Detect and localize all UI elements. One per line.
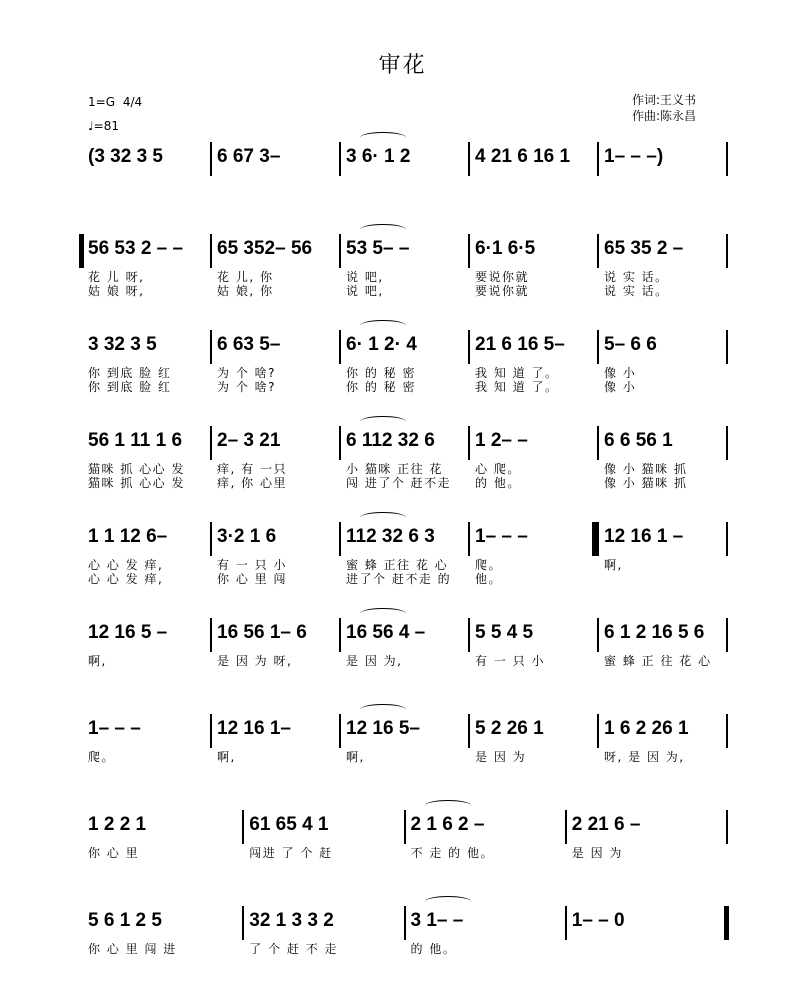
lyrics-row <box>82 474 727 491</box>
measure-notes: 16 56 4 – <box>346 622 426 643</box>
lyrics-measure: 心 心 发 痒, <box>88 558 164 572</box>
lyrics-measure: 心 爬。 <box>475 462 521 476</box>
measure-notes: 5 5 4 5 <box>475 622 534 643</box>
lyrics-measure: 闯 进了个 赶不走 <box>346 476 452 490</box>
notation-system <box>82 910 727 980</box>
lyrics-measure: 像 小 猫咪 抓 <box>604 476 688 490</box>
lyricist-credit: 作词:王义书 <box>632 93 697 107</box>
lyrics-measure: 像 小 <box>604 366 637 380</box>
bar-line <box>210 714 212 748</box>
lyrics-measure: 痒, 有 一只 <box>217 462 287 476</box>
lyrics-measure: 说 实 话。 <box>604 284 669 298</box>
bar-line <box>242 810 244 844</box>
measure-notes: 3 6· 1 2 <box>346 146 411 167</box>
bar-line <box>565 906 567 940</box>
measure-notes: 3·2 1 6 <box>217 526 277 547</box>
lyrics-measure: 有 一 只 小 <box>217 558 287 572</box>
measure-notes: 12 16 1– <box>217 718 291 739</box>
lyrics-measure: 爬。 <box>475 558 503 572</box>
notation-system <box>82 334 727 404</box>
measure-notes: 5 6 1 2 5 <box>88 910 162 931</box>
notes-row <box>82 146 727 172</box>
measure-notes: 6· 1 2· 4 <box>346 334 417 355</box>
measure-notes: 5 2 26 1 <box>475 718 544 739</box>
bar-line <box>339 618 341 652</box>
bar-line <box>339 714 341 748</box>
lyrics-measure: 要说你就 <box>475 284 530 298</box>
key-signature <box>88 94 142 110</box>
measure-notes: 12 16 5– <box>346 718 420 739</box>
bar-line <box>339 142 341 176</box>
bar-line <box>726 142 728 176</box>
lyrics-measure: 是 因 为 <box>571 846 623 860</box>
slur-mark <box>425 800 471 811</box>
measure-notes: 12 16 5 – <box>88 622 168 643</box>
bar-line <box>726 714 728 748</box>
measure-notes: 12 16 1 – <box>604 526 684 547</box>
bar-line <box>468 234 470 268</box>
measure-notes: 16 56 1– 6 <box>217 622 307 643</box>
bar-line <box>597 330 599 364</box>
bar-line <box>468 426 470 460</box>
lyrics-measure <box>566 940 727 957</box>
measure-notes: 6 112 32 6 <box>346 430 435 451</box>
lyrics-measure: 你 到底 脸 红 <box>88 380 172 394</box>
lyrics-measure: 有 一 只 小 <box>475 654 545 668</box>
slur-mark <box>360 224 406 235</box>
lyrics-measure: 你 心 里 闯 <box>217 572 287 586</box>
lyrics-row <box>82 652 727 669</box>
measure-notes: 1– – – <box>88 718 141 739</box>
bar-line <box>597 522 599 556</box>
bar-line <box>210 330 212 364</box>
final-bar <box>724 906 729 940</box>
notation-system <box>82 718 727 788</box>
notation-system <box>82 622 727 692</box>
lyrics-row <box>82 844 727 861</box>
lyrics-measure: 说 实 话。 <box>604 270 669 284</box>
lyrics-measure: 小 猫咪 正往 花 <box>346 462 443 476</box>
bar-line <box>339 522 341 556</box>
lyrics-measure: 姑 娘, 你 <box>217 284 274 298</box>
measure-notes: 61 65 4 1 <box>249 814 329 835</box>
key-label: 1=G <box>88 95 115 109</box>
notes-row <box>82 526 727 552</box>
lyrics-measure: 呀, 是 因 为, <box>604 750 685 764</box>
lyrics-measure: 你 的 秘 密 <box>346 380 416 394</box>
measure-notes: 6 63 5– <box>217 334 281 355</box>
notation-system <box>82 526 727 596</box>
bar-line <box>339 234 341 268</box>
notation-system <box>82 430 727 500</box>
slur-mark <box>360 416 406 427</box>
bar-line <box>210 142 212 176</box>
lyrics-measure: 你 的 秘 密 <box>346 366 416 380</box>
notes-row <box>82 334 727 360</box>
bar-line <box>597 142 599 176</box>
measure-notes: 6 1 2 16 5 6 <box>604 622 705 643</box>
bar-line <box>468 522 470 556</box>
bar-line <box>404 906 406 940</box>
measure-notes: 6 67 3– <box>217 146 281 167</box>
bar-line <box>597 234 599 268</box>
bar-line <box>726 330 728 364</box>
bar-line <box>339 426 341 460</box>
bar-line <box>726 810 728 844</box>
bar-line <box>597 426 599 460</box>
bar-line <box>726 426 728 460</box>
lyrics-measure: 我 知 道 了。 <box>475 380 559 394</box>
measure-notes: 1 2– – <box>475 430 528 451</box>
measure-notes: 112 32 6 3 <box>346 526 435 547</box>
lyrics-measure: 闯进 了 个 赶 <box>249 846 333 860</box>
lyrics-measure: 是 因 为 <box>475 750 527 764</box>
measure-notes: 2– 3 21 <box>217 430 281 451</box>
lyrics-measure: 要说你就 <box>475 270 530 284</box>
lyrics-measure: 是 因 为, <box>346 654 403 668</box>
slur-mark <box>360 512 406 523</box>
lyrics-measure: 说 吧, <box>346 284 384 298</box>
lyrics-row <box>82 570 727 587</box>
bar-line <box>210 426 212 460</box>
lyrics-measure: 啊, <box>604 558 623 572</box>
lyrics-measure: 不 走 的 他。 <box>410 846 494 860</box>
lyrics-measure: 为 个 啥? <box>217 380 276 394</box>
measure-notes: 65 352– 56 <box>217 238 313 259</box>
measure-notes: 1– – – <box>475 526 528 547</box>
measure-notes: 65 35 2 – <box>604 238 684 259</box>
measure-notes: 53 5– – <box>346 238 410 259</box>
bar-line <box>339 330 341 364</box>
bar-line <box>210 522 212 556</box>
repeat-end-bar <box>592 522 597 556</box>
measure-notes: (3 32 3 5 <box>88 146 163 167</box>
lyrics-measure: 你 心 里 闯 进 <box>88 942 177 956</box>
lyrics-measure: 猫咪 抓 心心 发 <box>88 462 185 476</box>
notes-row <box>82 718 727 744</box>
lyrics-row <box>82 282 727 299</box>
lyrics-measure: 我 知 道 了。 <box>475 366 559 380</box>
composer-credit: 作曲:陈永昌 <box>632 109 697 123</box>
measure-notes: 6 6 56 1 <box>604 430 673 451</box>
measure-notes: 21 6 16 5– <box>475 334 565 355</box>
lyrics-measure: 花 儿 呀, <box>88 270 145 284</box>
bar-line <box>726 618 728 652</box>
lyrics-measure: 猫咪 抓 心心 发 <box>88 476 185 490</box>
lyrics-measure: 心 心 发 痒, <box>88 572 164 586</box>
notation-system <box>82 146 727 216</box>
measure-notes: 56 53 2 – – <box>88 238 184 259</box>
bar-line <box>210 618 212 652</box>
time-signature: 4/4 <box>122 95 143 109</box>
bar-line <box>565 810 567 844</box>
notes-row <box>82 238 727 264</box>
measure-notes: 1 2 2 1 <box>88 814 147 835</box>
slur-mark <box>360 132 406 143</box>
lyrics-measure: 的 他。 <box>410 942 457 956</box>
measure-notes: 1– – 0 <box>571 910 625 931</box>
lyrics-measure: 姑 娘 呀, <box>88 284 145 298</box>
lyrics-measure: 啊, <box>346 750 365 764</box>
slur-mark <box>360 704 406 715</box>
measure-notes: 3 1– – <box>410 910 464 931</box>
lyrics-measure: 了 个 赶 不 走 <box>249 942 339 956</box>
bar-line <box>726 522 728 556</box>
notes-row <box>82 622 727 648</box>
lyrics-measure: 是 因 为 呀, <box>217 654 293 668</box>
measure-notes: 1 6 2 26 1 <box>604 718 689 739</box>
measure-notes: 1 1 12 6– <box>88 526 168 547</box>
lyrics-measure: 痒, 你 心里 <box>217 476 287 490</box>
lyrics-measure: 蜜 蜂 正往 花 心 <box>346 558 449 572</box>
measure-notes: 5– 6 6 <box>604 334 657 355</box>
slur-mark <box>425 896 471 907</box>
lyrics-measure: 啊, <box>88 654 107 668</box>
slur-mark <box>360 608 406 619</box>
measure-notes: 6·1 6·5 <box>475 238 536 259</box>
lyrics-row <box>82 378 727 395</box>
bar-line <box>468 714 470 748</box>
lyrics-measure: 进了个 赶不走 的 <box>346 572 452 586</box>
bar-line <box>242 906 244 940</box>
page-title: 审花 <box>378 53 427 78</box>
lyrics-measure <box>598 570 727 587</box>
lyrics-measure: 的 他。 <box>475 476 521 490</box>
lyrics-measure: 他。 <box>475 572 503 586</box>
bar-line <box>468 330 470 364</box>
bar-line <box>726 234 728 268</box>
measure-notes: 1– – –) <box>604 146 664 167</box>
notes-row <box>82 430 727 456</box>
measure-notes: 32 1 3 3 2 <box>249 910 334 931</box>
bar-line <box>468 618 470 652</box>
repeat-start-bar <box>79 234 84 268</box>
lyrics-measure: 像 小 猫咪 抓 <box>604 462 688 476</box>
lyrics-measure: 为 个 啥? <box>217 366 276 380</box>
lyrics-measure: 说 吧, <box>346 270 384 284</box>
lyrics-row <box>82 940 727 957</box>
slur-mark <box>360 320 406 331</box>
measure-notes: 56 1 11 1 6 <box>88 430 183 451</box>
measure-notes: 2 1 6 2 – <box>410 814 485 835</box>
lyrics-measure: 蜜 蜂 正 往 花 心 <box>604 654 712 668</box>
lyrics-measure: 你 到底 脸 红 <box>88 366 172 380</box>
measure-notes: 3 32 3 5 <box>88 334 157 355</box>
measure-notes: 2 21 6 – <box>571 814 641 835</box>
bar-line <box>210 234 212 268</box>
bar-line <box>597 618 599 652</box>
lyrics-row <box>82 748 727 765</box>
lyrics-measure: 花 儿, 你 <box>217 270 274 284</box>
lyrics-measure: 啊, <box>217 750 236 764</box>
notation-system <box>82 814 727 884</box>
bar-line <box>597 714 599 748</box>
notation-system <box>82 238 727 308</box>
bar-line <box>404 810 406 844</box>
lyrics-measure: 爬。 <box>88 750 116 764</box>
tempo-mark: ♩=81 <box>88 119 119 133</box>
measure-notes: 4 21 6 16 1 <box>475 146 571 167</box>
lyrics-measure: 像 小 <box>604 380 637 394</box>
bar-line <box>468 142 470 176</box>
lyrics-measure: 你 心 里 <box>88 846 140 860</box>
